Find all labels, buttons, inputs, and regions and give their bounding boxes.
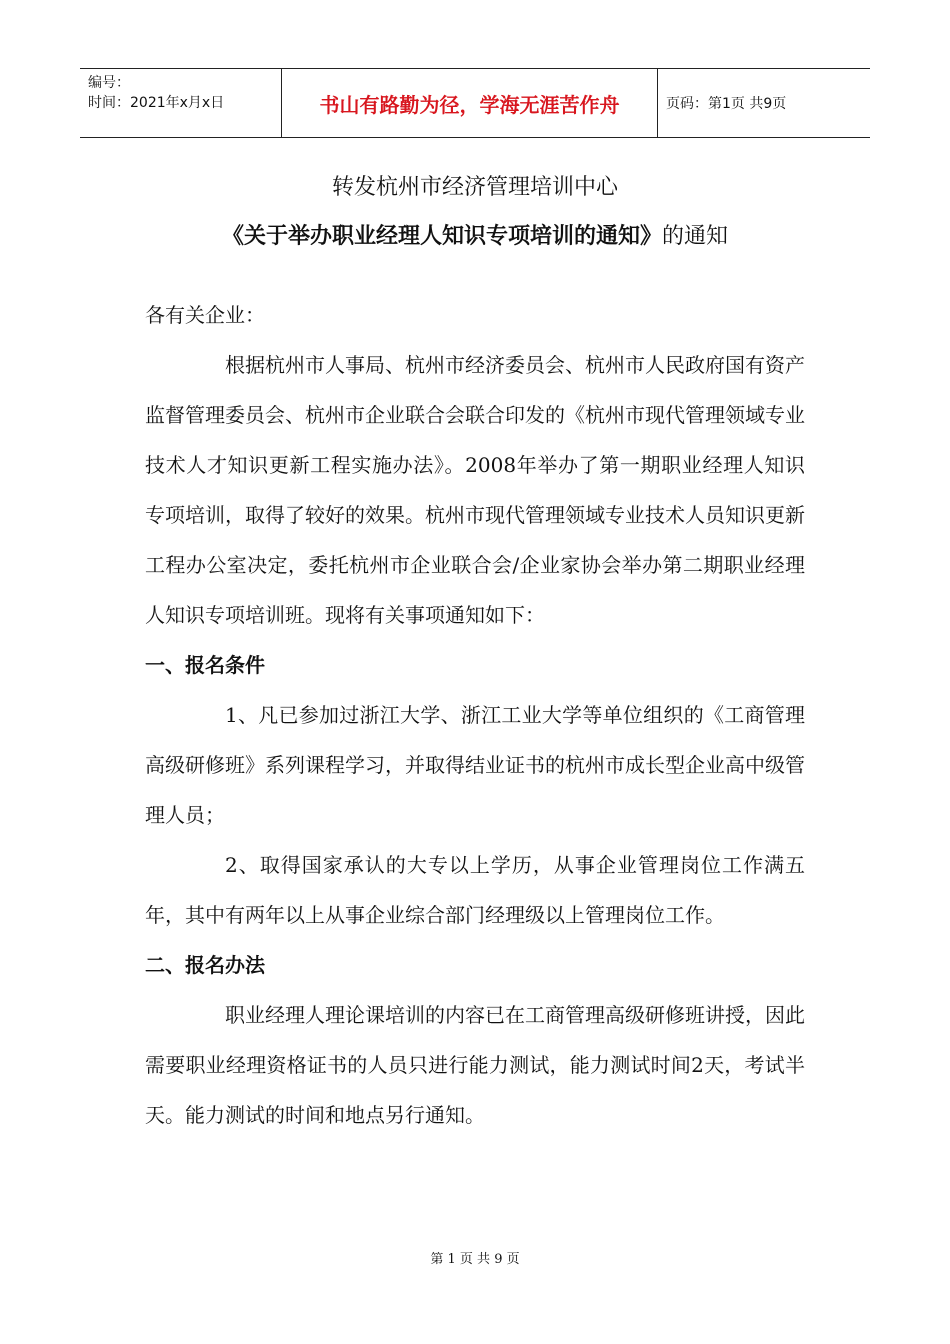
document-title-line1: 转发杭州市经济管理培训中心 [331,175,618,200]
title-tail: 的通知 [662,224,729,249]
number-label: 编号： [88,75,130,91]
section-heading-1: 一、报名条件 [145,653,265,677]
time-label: 时间：2021年x月x日 [88,95,225,111]
header-meta [80,69,282,137]
header-motto: 书山有路勤为径，学海无涯苦作舟 [282,69,658,137]
section-heading-2: 二、报名办法 [145,953,265,977]
intro-paragraph: 根据杭州市人事局、杭州市经济委员会、杭州市人民政府国有资产监督管理委员会、杭州市企业联合会联合印发的《杭州市现代管理领域专业技术人才知识更新工程实施办法》。2008年举办了第一期职业经理人知识专项培训，取得了较好的效果。杭州市现代管理领域专业技术人员知识更新工程办公室决定，委托杭州市企业联合会/企业家协会举办第二期职业经理人知识专项培训班。现将有关事项通知如下： [145,353,805,627]
title-bold-part: 《关于举办职业经理人知识专项培训的通知》 [221,224,662,249]
document-body [145,290,805,1140]
section-2-paragraph-1: 职业经理人理论课培训的内容已在工商管理高级研修班讲授，因此需要职业经理资格证书的人员只进行能力测试，能力测试时间2天，考试半天。能力测试的时间和地点另行通知。 [145,1003,805,1127]
document-header [80,68,870,138]
section-1-paragraph-1: 1、凡已参加过浙江大学、浙江工业大学等单位组织的《工商管理高级研修班》系列课程学习，并取得结业证书的杭州市成长型企业高中级管理人员； [145,703,805,827]
document-title-line2 [0,219,950,250]
header-page-info: 页码：第1页 共9页 [666,96,787,112]
page-footer: 第 1 页 共 9 页 [430,1252,520,1267]
section-1-paragraph-2: 2、取得国家承认的大专以上学历，从事企业管理岗位工作满五年，其中有两年以上从事企业综合部门经理级以上管理岗位工作。 [145,853,805,927]
salutation: 各有关企业： [145,303,265,327]
